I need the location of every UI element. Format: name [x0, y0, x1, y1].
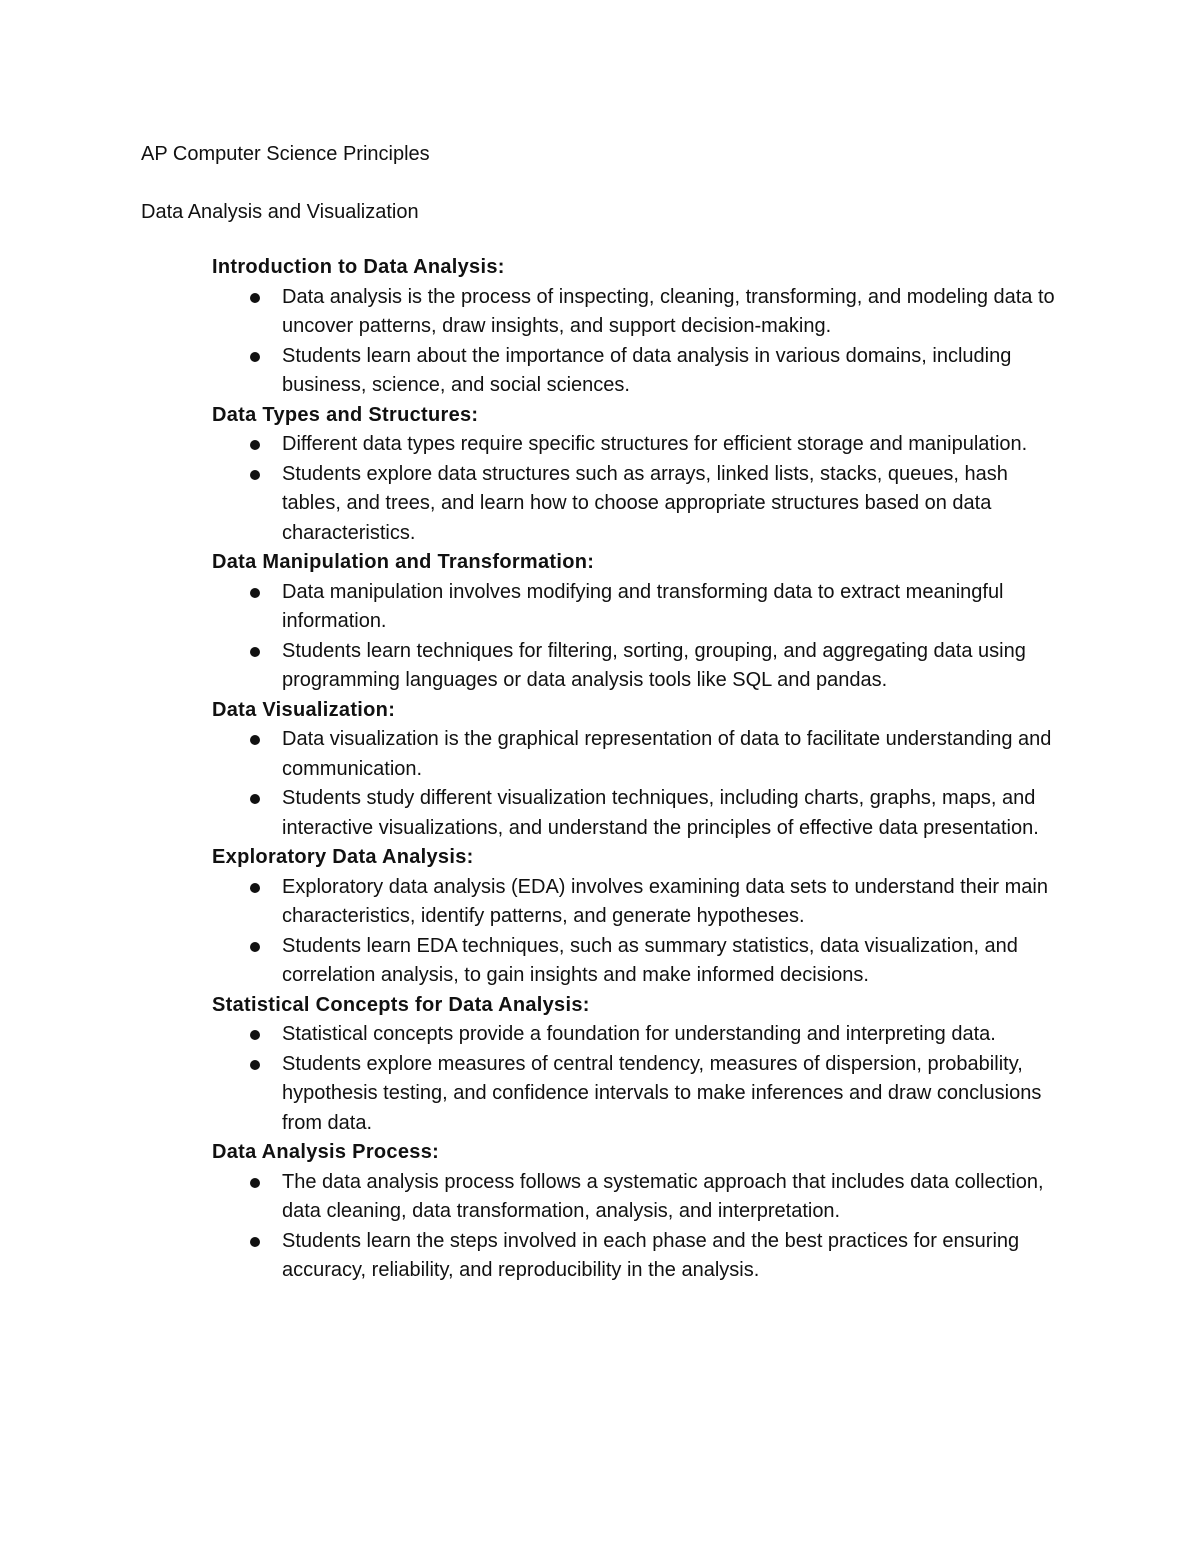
section-statistical-concepts [212, 991, 1072, 1139]
bullet-item [212, 725, 1072, 784]
section-heading: Data Manipulation and Transformation: [212, 551, 595, 573]
bullet-item [212, 784, 1072, 843]
section-exploratory-analysis [212, 843, 1072, 991]
bullet-text: Data visualization is the graphical representation of data to facilitate understanding and communication. [282, 728, 1052, 780]
bullet-text: Exploratory data analysis (EDA) involves examining data sets to understand their main characteristics, identify patterns, and generate hypotheses. [282, 875, 1048, 927]
bullet-text: Different data types require specific structures for efficient storage and manipulation. [282, 433, 1028, 455]
bullet-text: The data analysis process follows a systematic approach that includes data collection, data cleaning, data transformation, analysis, and interpretation. [282, 1170, 1044, 1222]
section-analysis-process [212, 1138, 1072, 1286]
section-heading: Introduction to Data Analysis: [212, 256, 505, 278]
bullet-text: Students learn techniques for filtering, sorting, grouping, and aggregating data using programming languages or data analysis tools like SQL and pandas. [282, 639, 1026, 691]
bullet-list [212, 873, 1072, 991]
bullet-text: Data manipulation involves modifying and transforming data to extract meaningful information. [282, 580, 1004, 632]
course-title: AP Computer Science Principles [141, 143, 430, 165]
bullet-item [212, 342, 1072, 401]
bullet-icon [250, 352, 260, 362]
bullet-text: Students learn the steps involved in each phase and the best practices for ensuring accuracy, reliability, and reproducibility in the analysis. [282, 1229, 1020, 1281]
bullet-text: Data analysis is the process of inspecting, cleaning, transforming, and modeling data to uncover patterns, draw insights, and support decision-making. [282, 285, 1055, 337]
bullet-text: Students learn about the importance of data analysis in various domains, including business, science, and social sciences. [282, 344, 1012, 396]
bullet-item [212, 637, 1072, 696]
bullet-icon [250, 1030, 260, 1040]
bullet-icon [250, 470, 260, 480]
bullet-item [212, 873, 1072, 932]
bullet-text: Statistical concepts provide a foundation for understanding and interpreting data. [282, 1023, 996, 1045]
bullet-icon [250, 588, 260, 598]
bullet-list [212, 578, 1072, 696]
bullet-list [212, 725, 1072, 843]
bullet-icon [250, 647, 260, 657]
bullet-item [212, 460, 1072, 549]
bullet-icon [250, 794, 260, 804]
bullet-item [212, 932, 1072, 991]
bullet-icon [250, 440, 260, 450]
bullet-text: Students explore measures of central tendency, measures of dispersion, probability, hypothesis testing, and confidence intervals to make inferences and draw conclusions from data. [282, 1052, 1042, 1134]
section-heading: Data Analysis Process: [212, 1141, 440, 1163]
section-data-types [212, 401, 1072, 549]
section-data-visualization [212, 696, 1072, 844]
bullet-list [212, 1020, 1072, 1138]
bullet-list [212, 430, 1072, 548]
bullet-item [212, 578, 1072, 637]
bullet-list [212, 1168, 1072, 1286]
document-content [212, 253, 1072, 1286]
unit-title: Data Analysis and Visualization [141, 201, 419, 223]
section-heading: Statistical Concepts for Data Analysis: [212, 993, 590, 1016]
bullet-icon [250, 1060, 260, 1070]
bullet-list [212, 283, 1072, 401]
section-heading: Data Types and Structures: [212, 403, 479, 426]
bullet-icon [250, 293, 260, 303]
bullet-item [212, 1020, 1072, 1050]
bullet-item [212, 430, 1072, 460]
section-heading: Data Visualization: [212, 698, 396, 721]
section-heading: Exploratory Data Analysis: [212, 846, 474, 868]
bullet-text: Students explore data structures such as arrays, linked lists, stacks, queues, hash tables, and trees, and learn how to choose appropriate structures based on data characteristics. [282, 462, 1008, 544]
bullet-text: Students learn EDA techniques, such as summary statistics, data visualization, and correlation analysis, to gain insights and make informed decisions. [282, 934, 1018, 986]
bullet-icon [250, 883, 260, 893]
bullet-item [212, 283, 1072, 342]
bullet-text: Students study different visualization techniques, including charts, graphs, maps, and interactive visualizations, and understand the principles of effective data presentation. [282, 787, 1039, 839]
bullet-item [212, 1050, 1072, 1139]
section-introduction [212, 253, 1072, 401]
bullet-icon [250, 942, 260, 952]
bullet-icon [250, 1237, 260, 1247]
bullet-item [212, 1227, 1072, 1286]
section-data-manipulation [212, 548, 1072, 696]
bullet-icon [250, 1178, 260, 1188]
bullet-item [212, 1168, 1072, 1227]
bullet-icon [250, 735, 260, 745]
